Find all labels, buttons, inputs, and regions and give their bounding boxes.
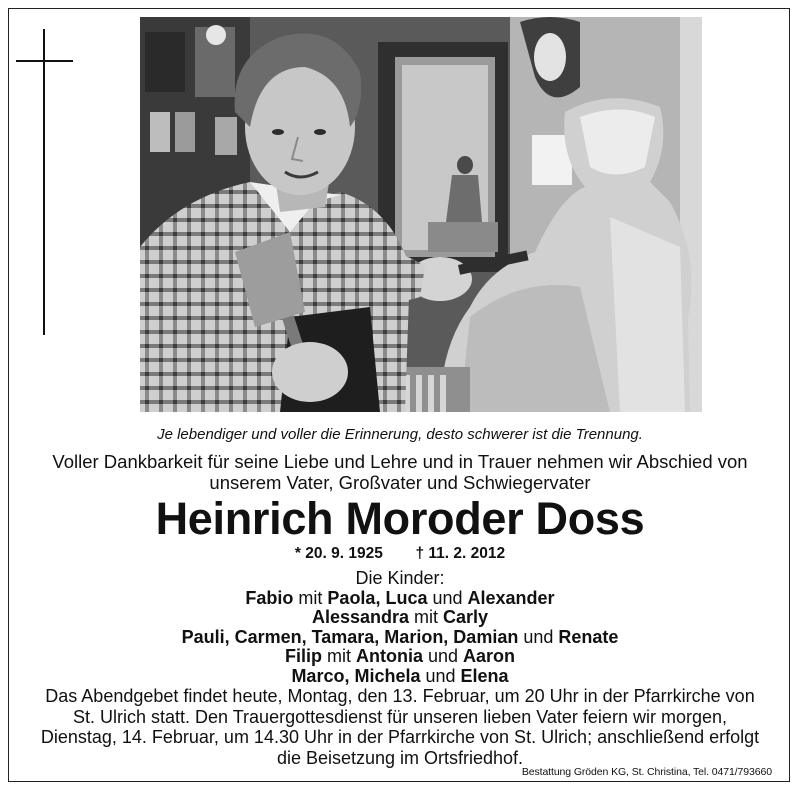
intro-line: unserem Vater, Großvater und Schwiegervater [209, 472, 591, 493]
family-intro: Die Kinder: [355, 568, 445, 588]
family-line: Pauli, Carmen, Tamara, Marion, Damian und Renate [181, 626, 619, 647]
announce-line: die Beisetzung im Ortsfriedhof. [276, 747, 524, 768]
service-announcement [30, 686, 770, 768]
funeral-home-footer: Bestattung Gröden KG, St. Christina, Tel. 0471/793660 [521, 766, 772, 778]
family-line: Filip mit Antonia und Aaron [284, 646, 516, 666]
birth-date: * 20. 9. 1925 [294, 545, 383, 562]
cross-icon-bar [16, 60, 73, 62]
cross-icon [43, 29, 45, 335]
family-list [0, 569, 800, 686]
family-line: Alessandra mit Carly [311, 607, 489, 627]
announce-line: St. Ulrich statt. Den Trauergottesdienst für unseren lieben Vater feiern wir morgen, [73, 706, 727, 727]
family-line: Fabio mit Paola, Luca und Alexander [245, 587, 555, 608]
death-date: † 11. 2. 2012 [415, 545, 506, 562]
intro-text [40, 451, 760, 493]
portrait-photo [140, 17, 702, 412]
intro-line: Voller Dankbarkeit für seine Liebe und Lehre und in Trauer nehmen wir Abschied von [52, 451, 748, 472]
portrait-photo-drawing [140, 17, 702, 412]
announce-line: Das Abendgebet findet heute, Montag, den 13. Februar, um 20 Uhr in der Pfarrkirche von [45, 686, 755, 706]
epitaph-caption: Je lebendiger und voller die Erinnerung, desto schwerer ist die Trennung. [157, 426, 643, 443]
life-dates [0, 545, 800, 563]
announce-line: Dienstag, 14. Februar, um 14.30 Uhr in der Pfarrkirche von St. Ulrich; anschließend erfolgt [40, 727, 760, 747]
deceased-name: Heinrich Moroder Doss [155, 493, 645, 544]
family-line: Marco, Michela und Elena [291, 665, 509, 686]
